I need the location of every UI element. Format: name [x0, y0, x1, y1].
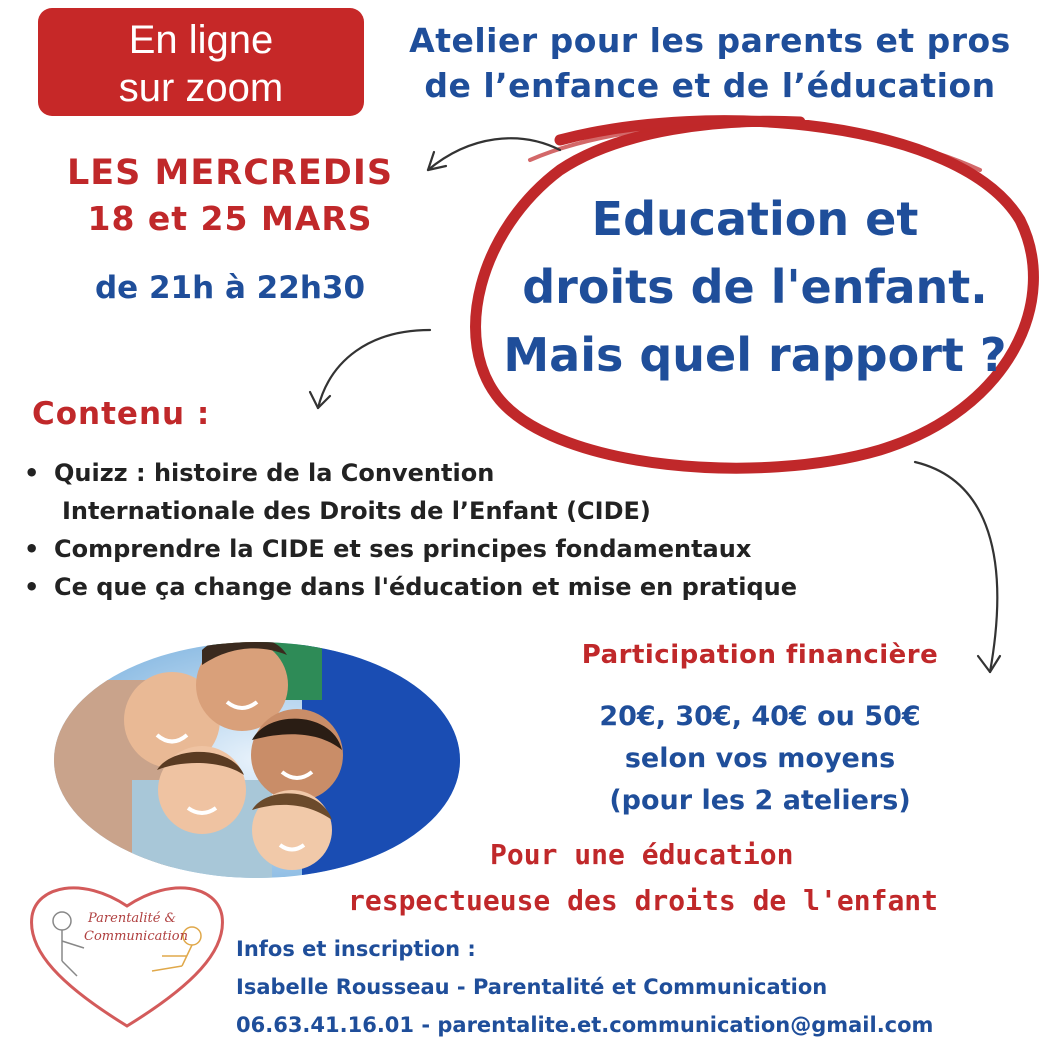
bullet-icon: • [24, 573, 40, 601]
schedule-days: LES MERCREDIS [66, 153, 394, 193]
pricing-scope: (pour les 2 ateliers) [609, 785, 911, 816]
logo-text-1: Parentalité & [88, 911, 177, 926]
info-name: Isabelle Rousseau - Parentalité et Communication [236, 975, 828, 999]
badge-line-1: En ligne [128, 18, 274, 62]
schedule-hours: de 21h à 22h30 [94, 270, 366, 306]
logo-text-2: Communication [84, 929, 188, 944]
list-item-text: Comprendre la CIDE et ses principes fondamentaux [54, 535, 752, 563]
pricing-heading: Participation financière [581, 640, 939, 670]
list-item [22, 454, 797, 530]
title-line-2: droits de l'enfant. [522, 260, 988, 314]
title-line-3: Mais quel rapport ? [503, 328, 1007, 382]
bullet-icon: • [24, 535, 40, 563]
info-contact: 06.63.41.16.01 - parentalite.et.communication@gmail.com [236, 1013, 934, 1037]
content-heading: Contenu : [32, 396, 211, 432]
subtitle-line-1: Atelier pour les parents et pros [409, 21, 1011, 60]
arrow-icon [310, 330, 430, 408]
list-item [22, 530, 797, 568]
slogan-line-2: respectueuse des droits de l'enfant [348, 884, 939, 917]
pricing-note: selon vos moyens [624, 743, 896, 774]
subtitle-line-2: de l’enfance et de l’éducation [424, 66, 996, 105]
slogan-line-1: Pour une éducation [490, 838, 794, 871]
list-item-text-continued: Internationale des Droits de l’Enfant (CIDE) [62, 497, 651, 525]
content-list [22, 454, 797, 606]
list-item-text: Ce que ça change dans l'éducation et mise en pratique [54, 573, 798, 601]
workshop-title [470, 185, 1040, 389]
heart-logo-icon [22, 876, 232, 1036]
info-heading: Infos et inscription : [236, 937, 476, 961]
list-item-text: Quizz : histoire de la Convention [54, 459, 495, 487]
slogan [340, 832, 960, 924]
pricing-details [520, 696, 1000, 822]
list-item [22, 568, 797, 606]
bullet-icon: • [24, 459, 40, 487]
pricing-amounts: 20€, 30€, 40€ ou 50€ [599, 701, 921, 732]
title-line-1: Education et [591, 192, 919, 246]
schedule-dates: 18 et 25 MARS [87, 199, 373, 238]
badge-line-2: sur zoom [118, 66, 284, 110]
contact-info [236, 930, 933, 1044]
